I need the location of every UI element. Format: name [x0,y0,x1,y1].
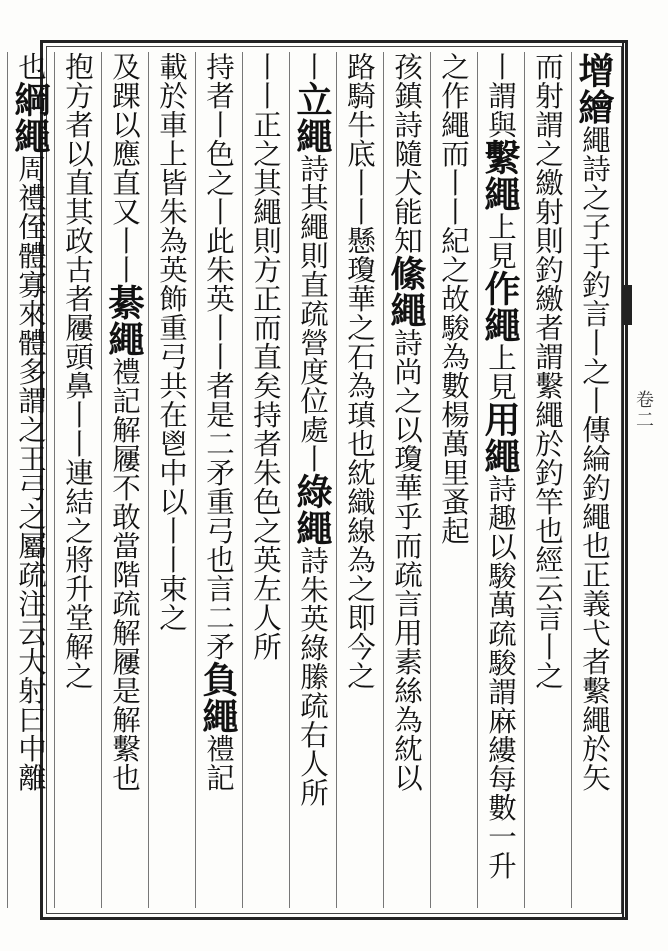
entry-headword: 立繩 [291,81,333,154]
entry-text: 周禮侄體寡來體多謂之王弓之屬疏注云大射曰中離 [14,154,47,792]
entry-text: 詩朱英綠縢疏右人所 [296,546,329,807]
text-column [383,52,430,908]
text-column [195,52,242,908]
entry-headword: 綦繩 [103,284,145,357]
text-column [336,52,383,908]
entry-text: 路騎牛底丨丨懸瓊華之石為瑱也紞織線為之即今之 [343,52,376,690]
text-column [571,52,618,908]
entry-text: 詩其繩則直疏營度位處丨 [296,154,329,473]
entry-text: 詩趣以駿萬疏駿謂麻縷每數一升 [484,474,517,880]
text-column [242,52,289,908]
text-column [289,52,336,908]
text-column [524,52,571,908]
entry-text: 及踝以應直又丨丨 [108,52,141,284]
text-column [430,52,477,908]
entry-headword: 綠繩 [291,473,333,546]
entry-text: 上見 [484,343,517,401]
entry-text: 禮記解屨不敢當階疏解屨是解繫也 [108,357,141,792]
entry-text: 丨謂與 [484,52,517,139]
entry-text: 上見 [484,212,517,270]
entry-text: 而射謂之繳射則釣繳者謂繫繩於釣竿也經云言丨之 [531,52,564,690]
entry-headword: 綱繩 [9,81,51,154]
entry-text: 丨丨正之其繩則方正而直矣持者朱色之英左人所 [249,52,282,661]
entry-headword: 作繩 [479,270,521,343]
entry-text: 詩尚之以瓊華乎而疏言用素絲為紞以 [390,328,423,792]
fold-fishtail-mark [622,285,632,325]
text-column [7,52,54,908]
entry-text: 繩詩之子于釣言丨之丨傳綸釣繩也正義弋者繫繩於矢 [578,125,611,792]
entry-headword: 用繩 [479,401,521,474]
text-column [148,52,195,908]
text-column [477,52,524,908]
entry-text: 載於車上皆朱為英飾重弓共在鬯中以丨丨束之 [155,52,188,632]
entry-text: 持者丨色之丨此朱英丨丨者是二矛重弓也言二矛 [202,52,235,661]
entry-headword: 絛繩 [385,255,427,328]
fold-title: 卷二 [633,390,654,430]
entry-headword: 增繪 [573,52,615,125]
entry-text: 抱方者以直其政古者屨頭鼻丨丨連結之將升堂解之 [61,52,94,690]
entry-text: 孩鎮詩隨犬能知 [390,52,423,255]
entry-text: 之作繩而丨丨紀之故駿為數楊萬里蚤起 [437,52,470,545]
entry-text: 也 [14,52,47,81]
page-fold-strip [622,40,668,920]
text-column [101,52,148,908]
text-column [54,52,101,908]
entry-headword: 負繩 [197,661,239,734]
entry-text: 丨 [296,52,329,81]
entry-text: 禮記 [202,734,235,792]
text-columns [9,52,618,912]
entry-headword: 繫繩 [479,139,521,212]
